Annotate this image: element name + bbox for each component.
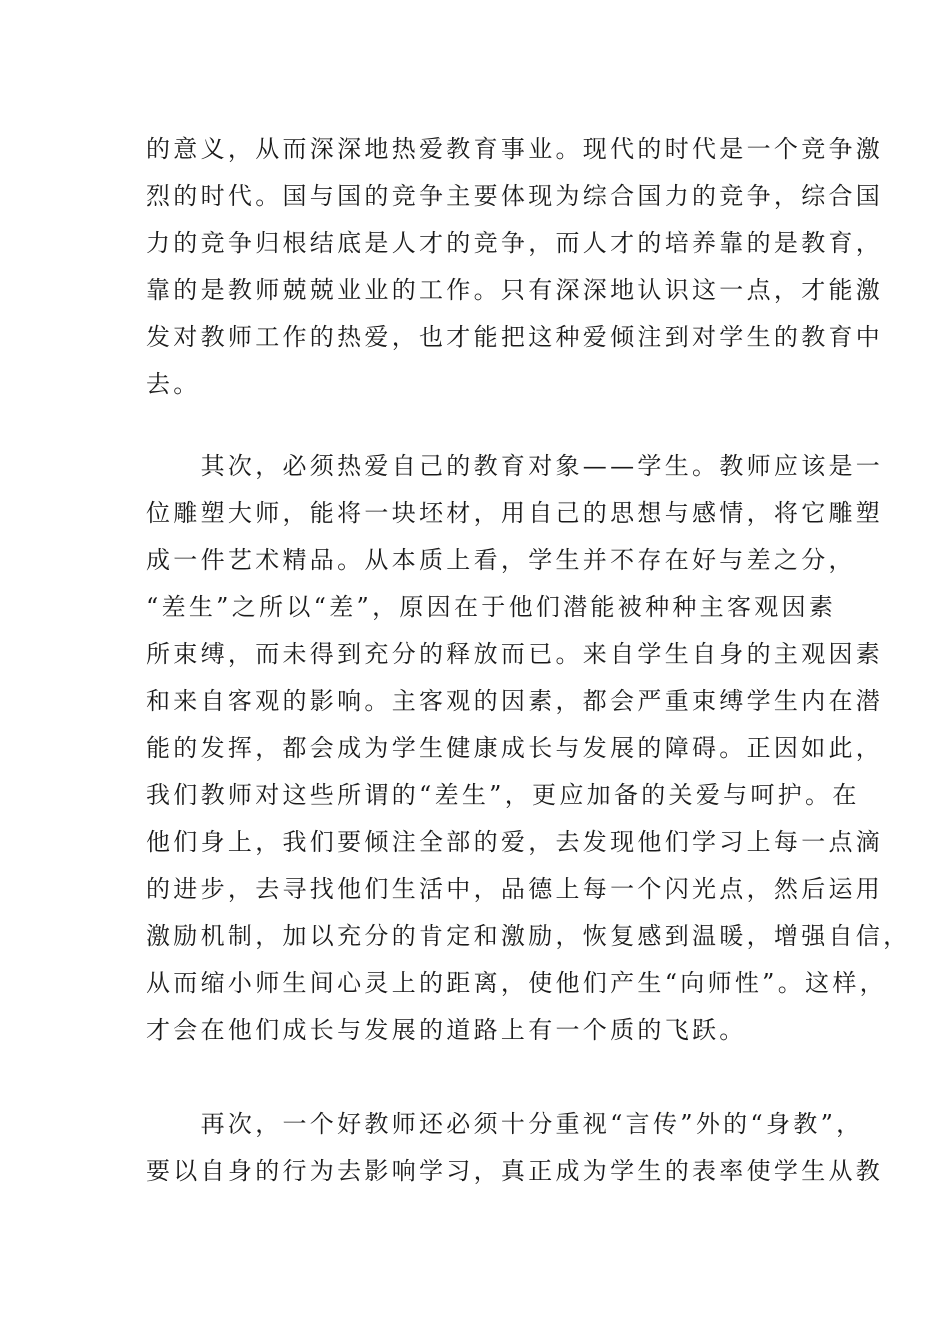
text-line: 激励机制，加以充分的肯定和激励，恢复感到温暖，增强自信， [146, 922, 911, 950]
text-line: 能的发挥，都会成为学生健康成长与发展的障碍。正因如此， [146, 734, 884, 762]
text-line: 所束缚，而未得到充分的释放而已。来自学生自身的主观因素 [146, 640, 884, 668]
text-line: 其次，必须热爱自己的教育对象——学生。教师应该是一 [146, 452, 884, 480]
text-line: 的意义，从而深深地热爱教育事业。现代的时代是一个竞争激 [146, 135, 884, 163]
text-line: 成一件艺术精品。从本质上看，学生并不存在好与差之分， [146, 546, 856, 574]
text-line: 烈的时代。国与国的竞争主要体现为综合国力的竞争，综合国 [146, 182, 884, 210]
text-line: 发对教师工作的热爱，也才能把这种爱倾注到对学生的教育中 [146, 323, 884, 351]
text-line: 要以自身的行为去影响学习，真正成为学生的表率使学生从教 [146, 1157, 884, 1185]
paragraph-3 [146, 1101, 884, 1195]
text-line: 力的竞争归根结底是人才的竞争，而人才的培养靠的是教育， [146, 229, 884, 257]
paragraph-2 [146, 443, 911, 1054]
text-line: 我们教师对这些所谓的“差生”，更应加备的关爱与呵护。在 [146, 781, 860, 809]
text-line: “差生”之所以“差”，原因在于他们潜能被种种主客观因素 [146, 593, 837, 621]
text-line: 去。 [146, 370, 201, 398]
text-line: 位雕塑大师，能将一块坯材，用自己的思想与感情，将它雕塑 [146, 499, 884, 527]
paragraph-1 [146, 126, 884, 408]
text-line: 他们身上，我们要倾注全部的爱，去发现他们学习上每一点滴 [146, 828, 884, 856]
text-line: 的进步，去寻找他们生活中，品德上每一个闪光点，然后运用 [146, 875, 884, 903]
text-line: 才会在他们成长与发展的道路上有一个质的飞跃。 [146, 1016, 747, 1044]
text-line: 和来自客观的影响。主客观的因素，都会严重束缚学生内在潜 [146, 687, 884, 715]
text-line: 靠的是教师兢兢业业的工作。只有深深地认识这一点，才能激 [146, 276, 884, 304]
text-line: 再次，一个好教师还必须十分重视“言传”外的“身教”， [146, 1110, 864, 1138]
text-line: 从而缩小师生间心灵上的距离，使他们产生“向师性”。这样， [146, 969, 887, 997]
